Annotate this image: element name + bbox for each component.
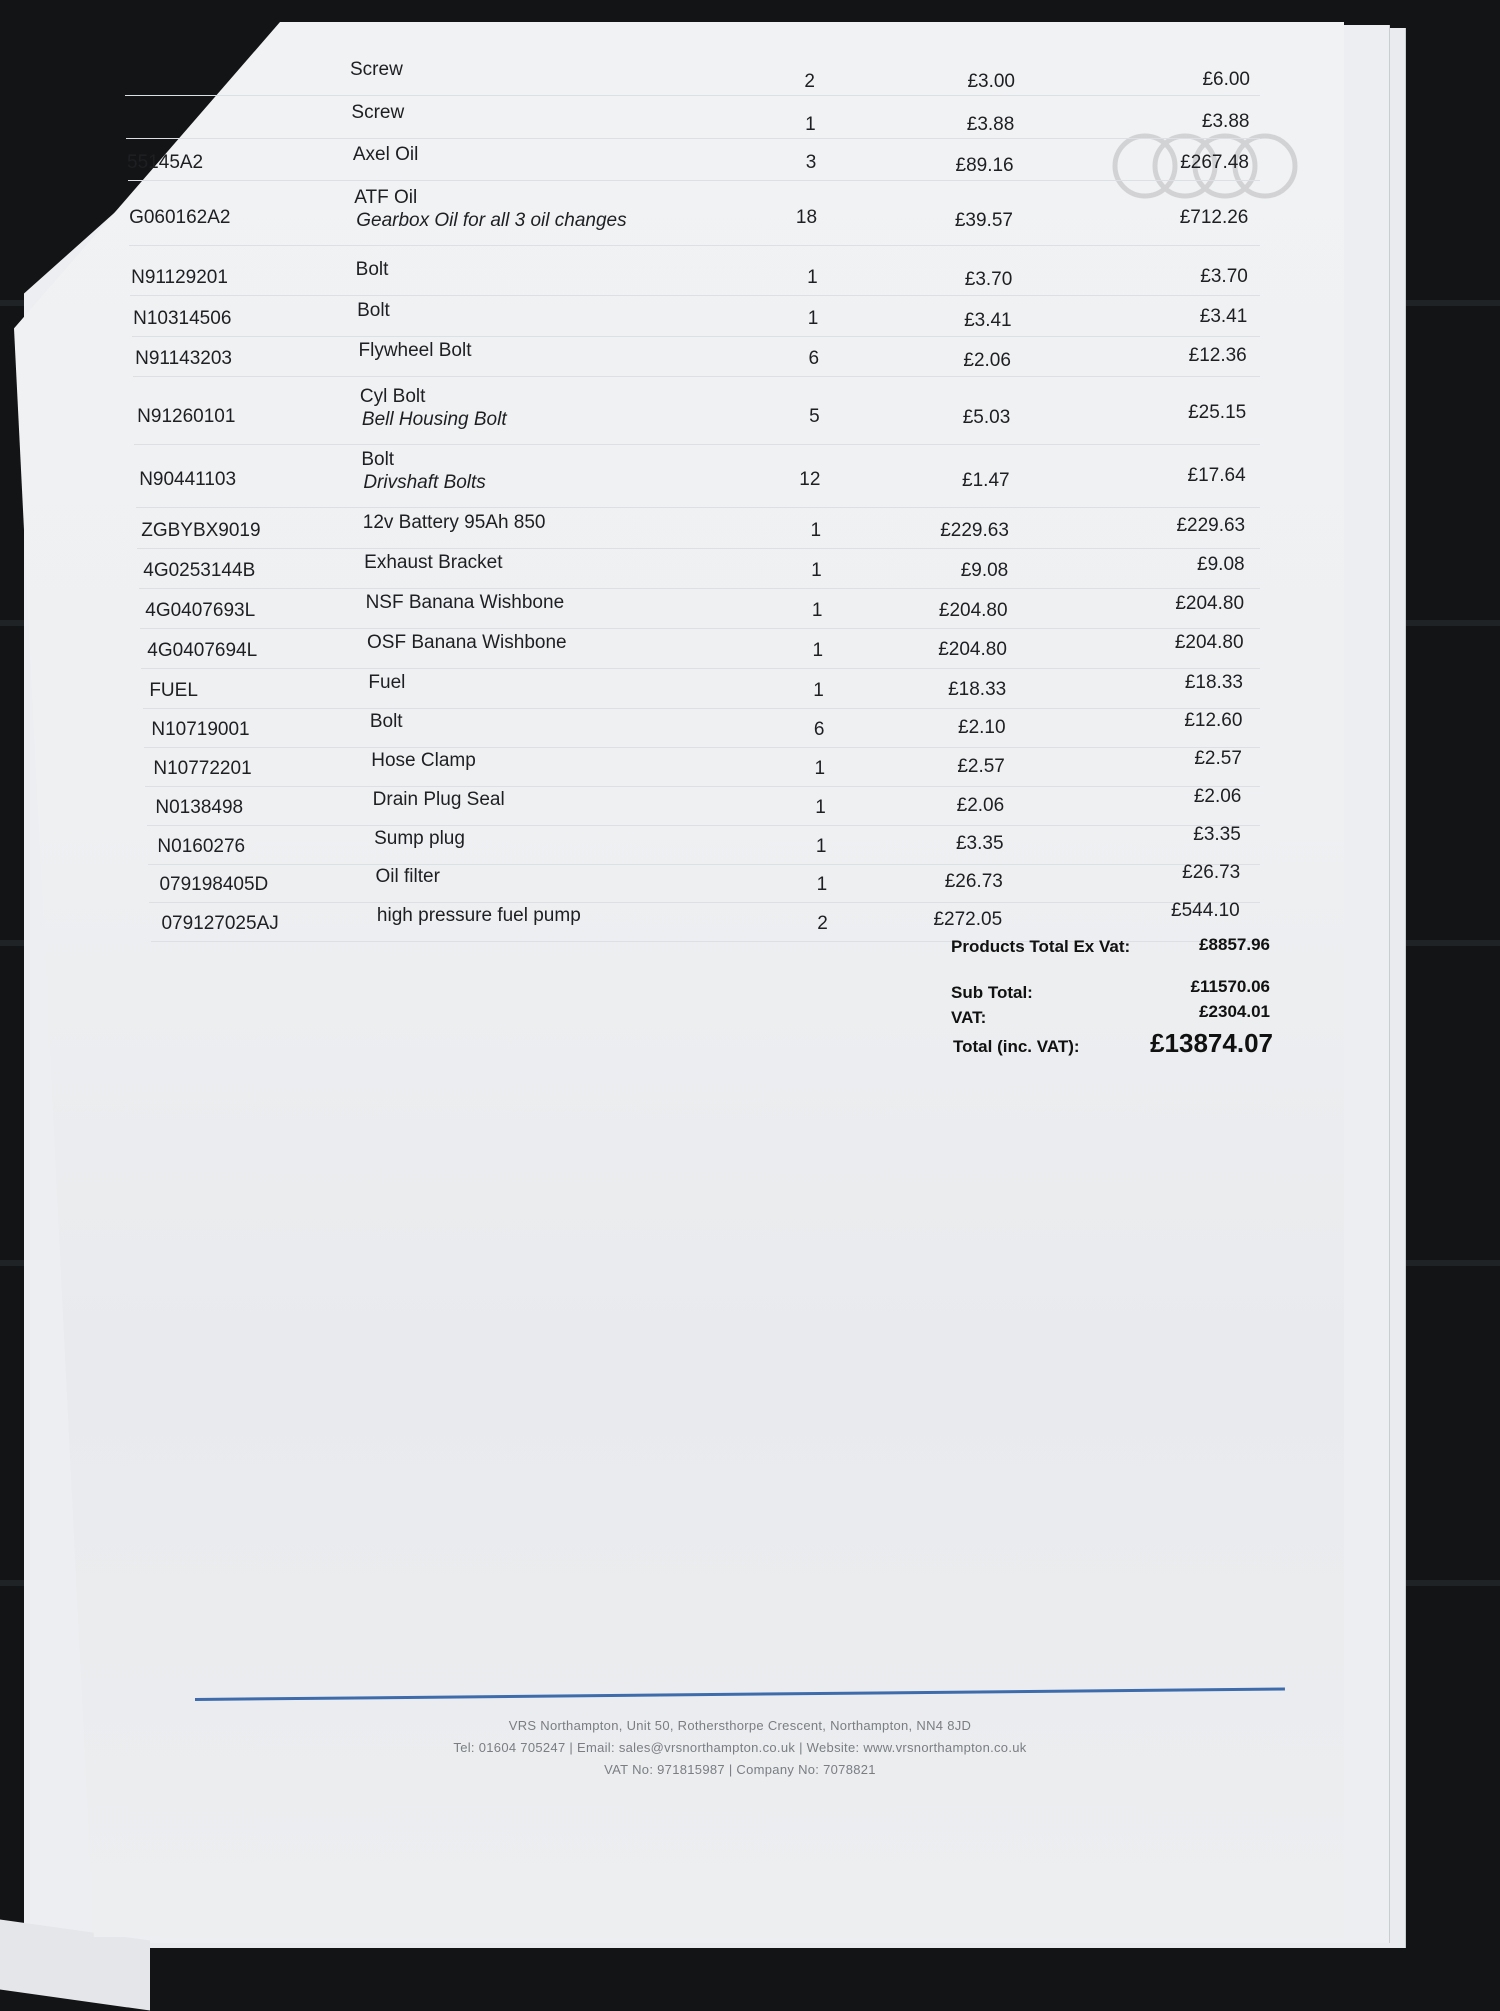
line-total: £3.41 [1199, 306, 1248, 327]
part-code: 4G0407693L [145, 600, 256, 621]
table-row [143, 671, 1260, 709]
item-description: Axel Oil [352, 144, 419, 165]
unit-price: £1.47 [962, 469, 1010, 491]
table-row [125, 61, 1260, 96]
unit-price: £89.16 [955, 155, 1014, 177]
quantity: 2 [804, 71, 815, 92]
table-row [132, 302, 1260, 337]
line-total: £3.88 [1201, 111, 1250, 133]
table-row [147, 791, 1260, 826]
quantity: 1 [815, 797, 826, 818]
line-total: £544.10 [1171, 899, 1240, 921]
line-total: £2.06 [1193, 786, 1242, 808]
part-code: N10314506 [133, 308, 232, 329]
part-code: G060162A2 [129, 207, 231, 228]
item-description: Oil filter [375, 866, 440, 887]
quantity: 1 [815, 836, 827, 857]
line-total: £3.35 [1193, 824, 1241, 846]
item-description: Bolt [369, 711, 403, 732]
subtotal-label: Sub Total: [951, 983, 1033, 1002]
vat-label: VAT: [951, 1008, 987, 1027]
quantity: 1 [810, 520, 822, 541]
line-total: £17.64 [1187, 464, 1246, 486]
item-description: Sump plug [374, 828, 465, 849]
quantity: 5 [809, 406, 820, 427]
subtotal-value: £11570.06 [1190, 977, 1270, 996]
part-code: 079198405D [159, 874, 269, 895]
part-code: ZGBYBX9019 [141, 520, 261, 541]
unit-price: £2.57 [957, 756, 1005, 777]
item-note: Bell Housing Bolt [361, 409, 507, 430]
grand-total-value: £13874.07 [1150, 1028, 1273, 1058]
part-code: N91143203 [135, 348, 232, 369]
part-code: 079127025AJ [161, 913, 279, 934]
unit-price: £3.00 [967, 71, 1015, 92]
quantity: 6 [808, 348, 820, 369]
item-description: Bolt [357, 300, 390, 321]
part-code: 55145A2 [127, 152, 204, 173]
quantity: 18 [795, 207, 818, 228]
table-row [129, 189, 1260, 246]
item-description: Flywheel Bolt [358, 340, 472, 361]
quantity: 1 [807, 267, 818, 288]
item-description: Screw [350, 59, 403, 80]
line-total: £229.63 [1176, 514, 1246, 536]
line-total: £204.80 [1174, 632, 1244, 654]
unit-price: £9.08 [960, 560, 1009, 581]
line-total: £12.60 [1184, 709, 1243, 731]
table-row [126, 104, 1260, 139]
unit-price: £204.80 [938, 639, 1007, 661]
line-total: £12.36 [1188, 345, 1247, 367]
footer-contact: Tel: 01604 705247 | Email: sales@vrsnorthampton.co.uk | Website: www.vrsnorthampton.co.uk [453, 1740, 1027, 1755]
unit-price: £2.06 [963, 349, 1011, 371]
line-total: £26.73 [1182, 861, 1241, 883]
unit-price: £26.73 [944, 870, 1003, 892]
line-total: £9.08 [1197, 554, 1245, 575]
quantity: 1 [812, 640, 824, 661]
item-description: OSF Banana Wishbone [367, 632, 567, 653]
item-description: Bolt [361, 449, 395, 470]
table-row [141, 634, 1260, 669]
part-code: FUEL [149, 680, 198, 701]
item-description: 12v Battery 95Ah 850 [362, 512, 546, 533]
unit-price: £5.03 [962, 407, 1011, 429]
quantity: 1 [811, 560, 822, 581]
unit-price: £3.41 [964, 310, 1012, 331]
unit-price: £204.80 [938, 599, 1008, 621]
quantity: 3 [805, 152, 817, 173]
part-code: N90441103 [139, 469, 237, 490]
quantity: 1 [814, 758, 826, 779]
table-row [128, 146, 1260, 181]
table-row [144, 713, 1260, 748]
quantity: 2 [817, 913, 828, 934]
line-total: £204.80 [1175, 593, 1245, 615]
table-row [137, 514, 1260, 549]
quantity: 1 [807, 308, 819, 329]
part-code: N0160276 [157, 836, 246, 857]
unit-price: £229.63 [940, 520, 1009, 542]
table-row [149, 868, 1260, 903]
part-code: 4G0407694L [147, 640, 258, 661]
quantity: 12 [799, 469, 821, 490]
item-description: NSF Banana Wishbone [365, 592, 565, 613]
unit-price: £18.33 [948, 678, 1007, 700]
products-total-label: Products Total Ex Vat: [951, 937, 1131, 956]
table-row [136, 451, 1260, 508]
quantity: 1 [816, 874, 828, 895]
line-total: £2.57 [1194, 748, 1242, 769]
vat-value: £2304.01 [1199, 1002, 1270, 1021]
item-description: Fuel [368, 672, 406, 693]
footer-address: VRS Northampton, Unit 50, Rothersthorpe Crescent, Northampton, NN4 8JD [508, 1718, 972, 1733]
table-row [145, 752, 1260, 787]
line-total: £267.48 [1180, 152, 1249, 174]
line-total: £6.00 [1202, 69, 1250, 90]
item-note: Drivshaft Bolts [363, 472, 486, 493]
line-items-table [0, 0, 1500, 1000]
unit-price: £2.10 [958, 717, 1006, 739]
item-note: Gearbox Oil for all 3 oil changes [356, 210, 627, 231]
part-code: N10772201 [153, 758, 252, 779]
item-description: Cyl Bolt [359, 386, 426, 407]
table-row [130, 261, 1260, 296]
unit-price: £3.70 [964, 269, 1013, 291]
products-total-value: £8857.96 [1199, 935, 1270, 954]
line-total: £712.26 [1179, 206, 1249, 228]
part-code: N0138498 [155, 797, 244, 818]
footer-registration: VAT No: 971815987 | Company No: 7078821 [604, 1762, 876, 1777]
unit-price: £2.06 [956, 794, 1005, 816]
item-description: high pressure fuel pump [376, 905, 581, 926]
item-description: Screw [351, 102, 405, 123]
item-description: Exhaust Bracket [364, 552, 503, 573]
line-total: £3.70 [1200, 265, 1248, 287]
table-row [148, 830, 1260, 865]
quantity: 6 [813, 719, 825, 740]
unit-price: £3.35 [955, 833, 1004, 855]
item-description: Hose Clamp [371, 750, 476, 771]
line-total: £25.15 [1188, 402, 1247, 424]
part-code: N91129201 [131, 267, 228, 288]
unit-price: £3.88 [966, 113, 1015, 135]
item-description: Bolt [355, 259, 389, 280]
item-description: ATF Oil [354, 187, 418, 208]
unit-price: £39.57 [954, 209, 1013, 231]
quantity: 1 [811, 600, 823, 621]
quantity: 1 [805, 114, 816, 135]
line-total: £18.33 [1184, 671, 1243, 693]
part-code: N91260101 [137, 406, 236, 427]
quantity: 1 [813, 680, 824, 701]
part-code: 4G0253144B [143, 560, 256, 581]
grand-total-label: Total (inc. VAT): [953, 1037, 1080, 1056]
table-row [139, 554, 1261, 589]
unit-price: £272.05 [933, 909, 1003, 931]
table-row [140, 594, 1260, 629]
table-row [134, 388, 1260, 445]
table-row [133, 342, 1260, 377]
part-code: N10719001 [151, 719, 250, 740]
item-description: Drain Plug Seal [372, 789, 505, 810]
